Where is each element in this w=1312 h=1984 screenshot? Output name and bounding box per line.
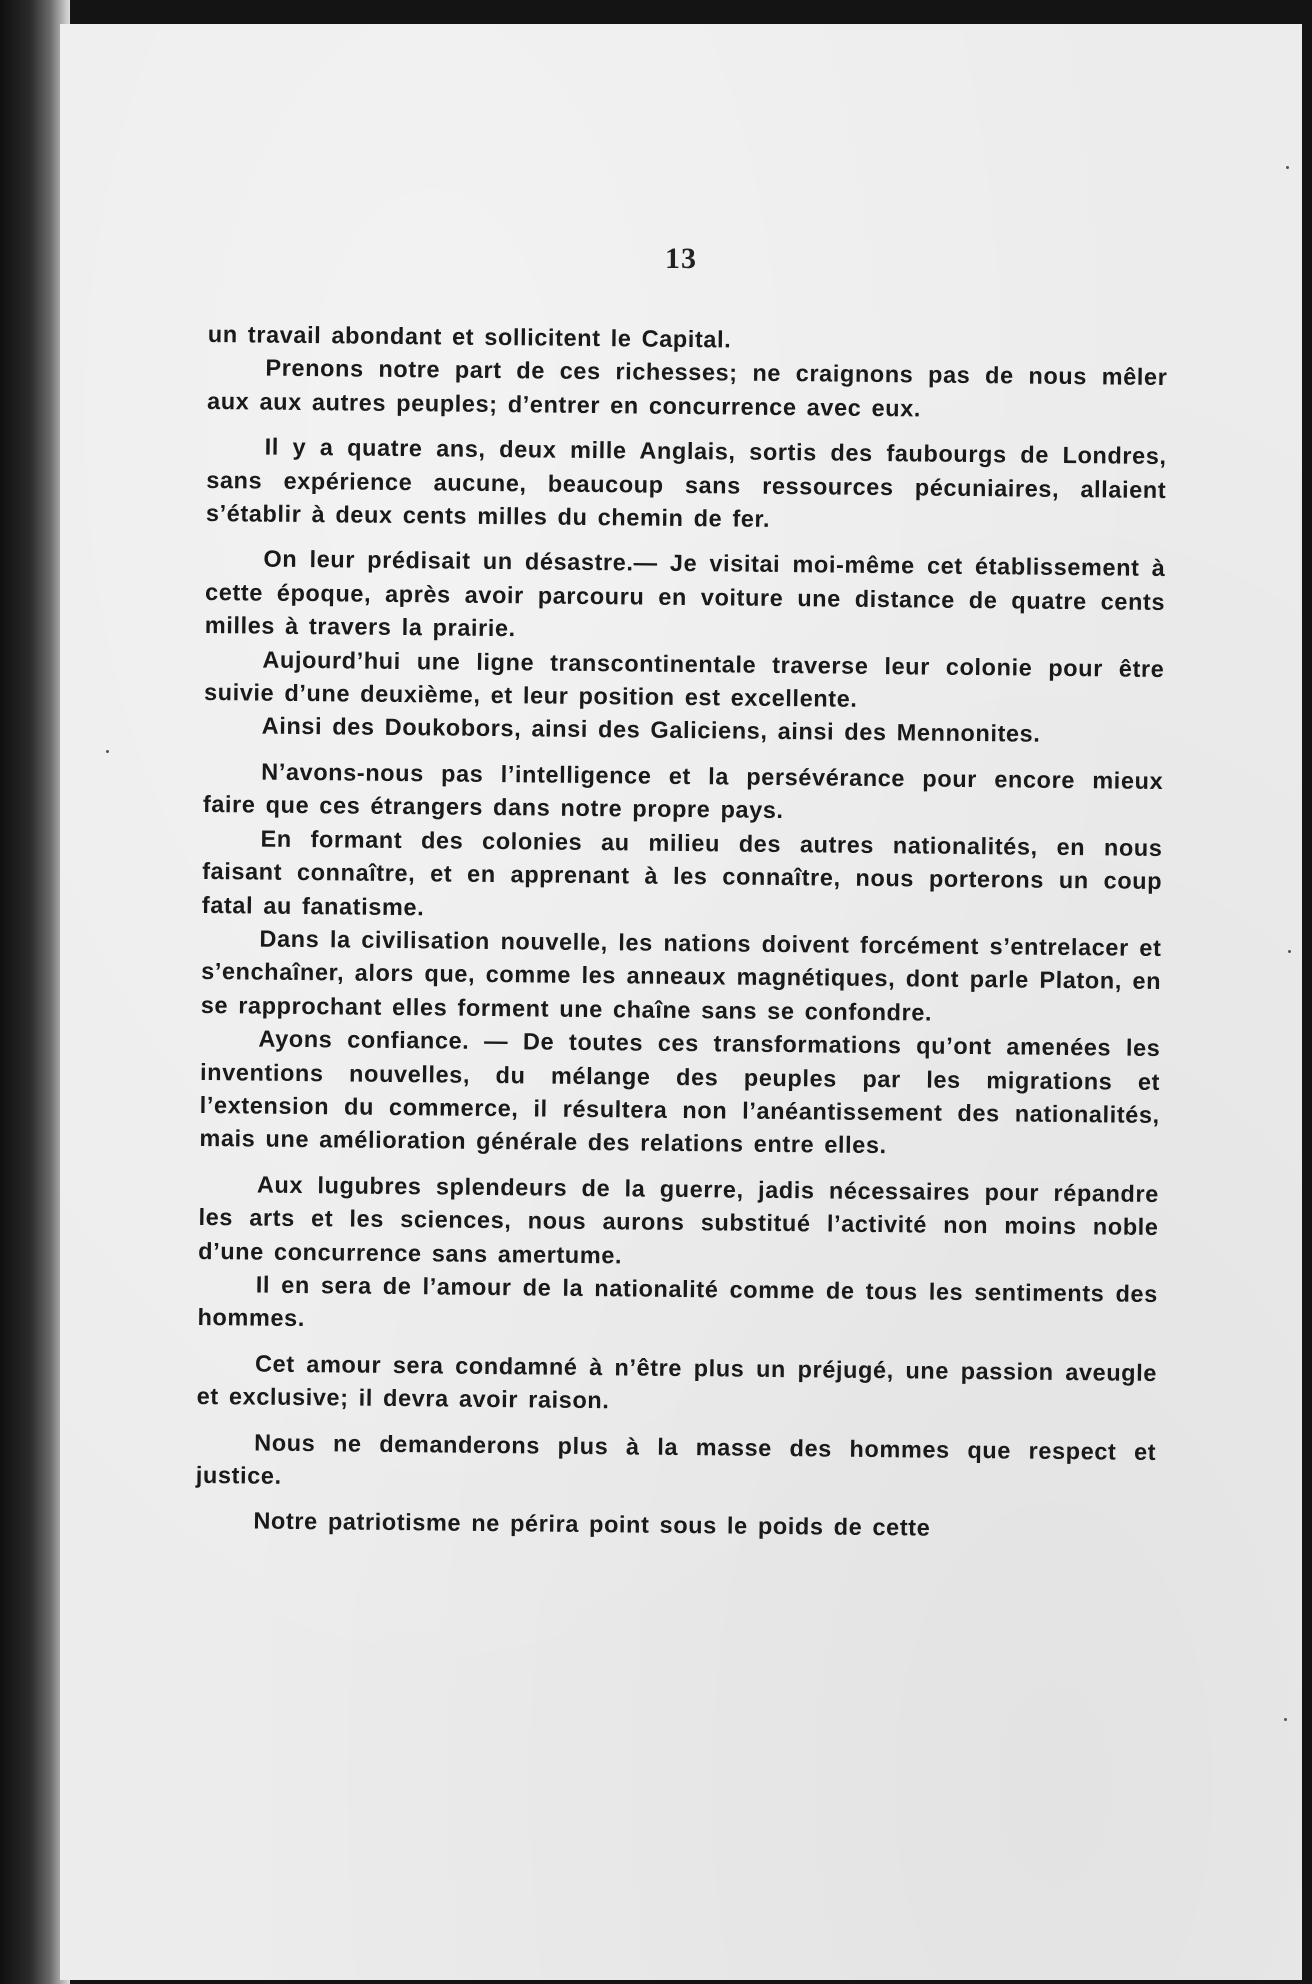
paragraph: Ainsi des Doukobors, ainsi des Galiciens, ainsi des Mennonites. — [261, 713, 1041, 748]
paragraph: Il y a quatre ans, deux mille Anglais, sortis des faubourgs de Londres, sans expérience aucune, beaucoup sans ressources pécuniaires, allaient s’établir à deux cents milles du chemin de fer. — [205, 433, 1167, 532]
paragraph: On leur prédisait un désastre.— Je visitai moi-même cet établissement à cette époque, après avoir parcouru en voiture une distance de quatre cents milles à travers la prairie. — [204, 546, 1166, 642]
paragraph: Aux lugubres splendeurs de la guerre, jadis nécessaires pour répandre les arts et les sciences, nous aurons substitué l’activité non moins noble d’une concurrence sans amertume. — [198, 1171, 1160, 1268]
paper-speck — [106, 750, 109, 753]
page-number: 13 — [665, 242, 697, 275]
paragraph: N’avons-nous pas l’intelligence et la persévérance pour encore mieux faire que ces étrangers dans notre propre pays. — [202, 758, 1164, 824]
body-text — [195, 318, 1168, 1548]
paragraph: Ayons confiance. — De toutes ces transformations qu’ont amenées les inventions nouvelles, du mélange des peuples par les migrations et l’extension du commerce, il résultera non l’anéantissement des nationalités, mais une amélioration générale des relations entre elles. — [199, 1025, 1161, 1159]
paragraph: un travail abondant et sollicitent le Capital. — [207, 320, 732, 353]
paragraph: Cet amour sera condamné à n’être plus un préjugé, une passion aveugle et exclusive; il devra avoir raison. — [196, 1350, 1158, 1414]
paragraph: Notre patriotisme ne périra point sous le poids de cette — [253, 1507, 931, 1542]
paragraph: Aujourd’hui une ligne transcontinentale traverse leur colonie pour être suivie d’une deuxième, et leur position est excellente. — [203, 646, 1165, 712]
paragraph: Dans la civilisation nouvelle, les nations doivent forcément s’entrelacer et s’enchaîner, alors que, comme les anneaux magnétiques, dont parle Platon, en se rapprochant elles forment une chaîne sans se confondre. — [200, 925, 1162, 1026]
paper-speck — [1284, 1718, 1287, 1721]
paragraph: Il en sera de l’amour de la nationalité comme de tous les sentiments des hommes. — [197, 1271, 1158, 1332]
book-page — [60, 24, 1302, 1980]
paper-speck — [1288, 950, 1291, 953]
paragraph: Prenons notre part de ces richesses; ne craignons pas de nous mêler aux aux autres peuples; d’entrer en concurrence avec eux. — [206, 355, 1168, 422]
paragraph: En formant des colonies au milieu des autres nationalités, en nous faisant connaître, et en apprenant à les connaître, nous porterons un coup fatal au fanatisme. — [201, 825, 1163, 920]
paragraph: Nous ne demanderons plus à la masse des hommes que respect et justice. — [195, 1429, 1157, 1489]
paper-speck — [1286, 166, 1289, 169]
